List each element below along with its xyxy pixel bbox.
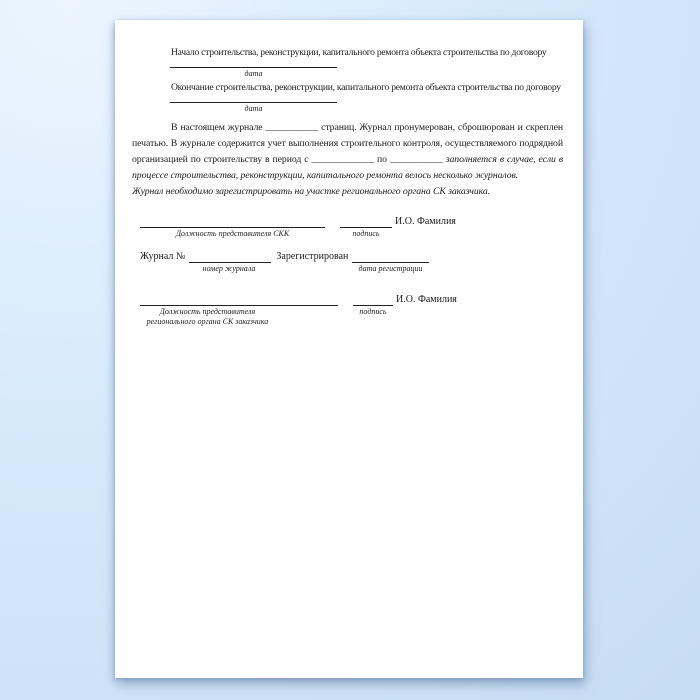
document-page [115,20,583,678]
name-placeholder: И.О. Фамилия [395,216,456,227]
registration-note: Журнал необходимо зарегистрировать на участке регионального органа СК заказчика. [132,186,491,197]
spacer [140,264,188,274]
regional-signature-row [140,294,563,306]
signature-line [353,305,393,306]
signature-caption: подпись [352,229,380,238]
registration-date-line [352,262,429,263]
signature-caption: подпись [359,307,387,316]
skk-signature-row [140,216,563,228]
journal-description-paragraph [132,120,563,184]
paragraph-text: по [376,154,387,165]
position-caption: Должность представителя СКК [175,229,290,238]
journal-number-prefix: Журнал № [140,251,186,262]
date-caption: дата [244,69,263,78]
start-date-field [170,67,337,79]
position-line [140,305,338,306]
spacer [270,264,352,274]
pages-count-blank: ___________ [265,122,319,133]
period-start-blank: _____________ [311,154,374,165]
fill-line [170,102,337,103]
name-placeholder: И.О. Фамилия [396,294,457,305]
position-line [140,227,325,228]
period-end-blank: ___________ [389,154,443,165]
journal-captions [140,264,563,274]
construction-start-title: Начало строительства, реконструкции, капитального ремонта объекта строительства по договору [171,47,547,58]
journal-number-caption: номер журнала [202,264,256,273]
paragraph-text: страниц. Журнал пронумерован, сброшюрован и скреплен печатью. В журнале содержится учет выполнения строительного контроля, осуществляемого подрядной организацией по строительству в период с [132,122,563,165]
position-caption-line1: Должность представителя [159,307,256,316]
fill-line [170,67,337,68]
registration-date-caption: дата регистрации [358,264,423,273]
spacer [275,307,347,327]
position-caption [140,307,275,327]
multiple-journals-note: заполняется в случае, если в процессе строительства, реконструкции, капитального ремонта велось несколько журналов. [132,154,563,181]
date-caption: дата [244,104,263,113]
journal-number-line [189,262,271,263]
skk-signature-captions [140,229,563,239]
end-date-field [170,102,337,114]
construction-end-title: Окончание строительства, реконструкции, капитального ремонта объекта строительства по договору [171,82,561,93]
journal-registration-row [140,251,563,263]
position-caption-line2: регионального органа СК заказчика [146,317,269,326]
signature-line [340,227,392,228]
regional-signature-captions [140,307,563,327]
paragraph-text: В настоящем журнале [171,122,263,133]
registered-text: Зарегистрирован [276,251,349,262]
